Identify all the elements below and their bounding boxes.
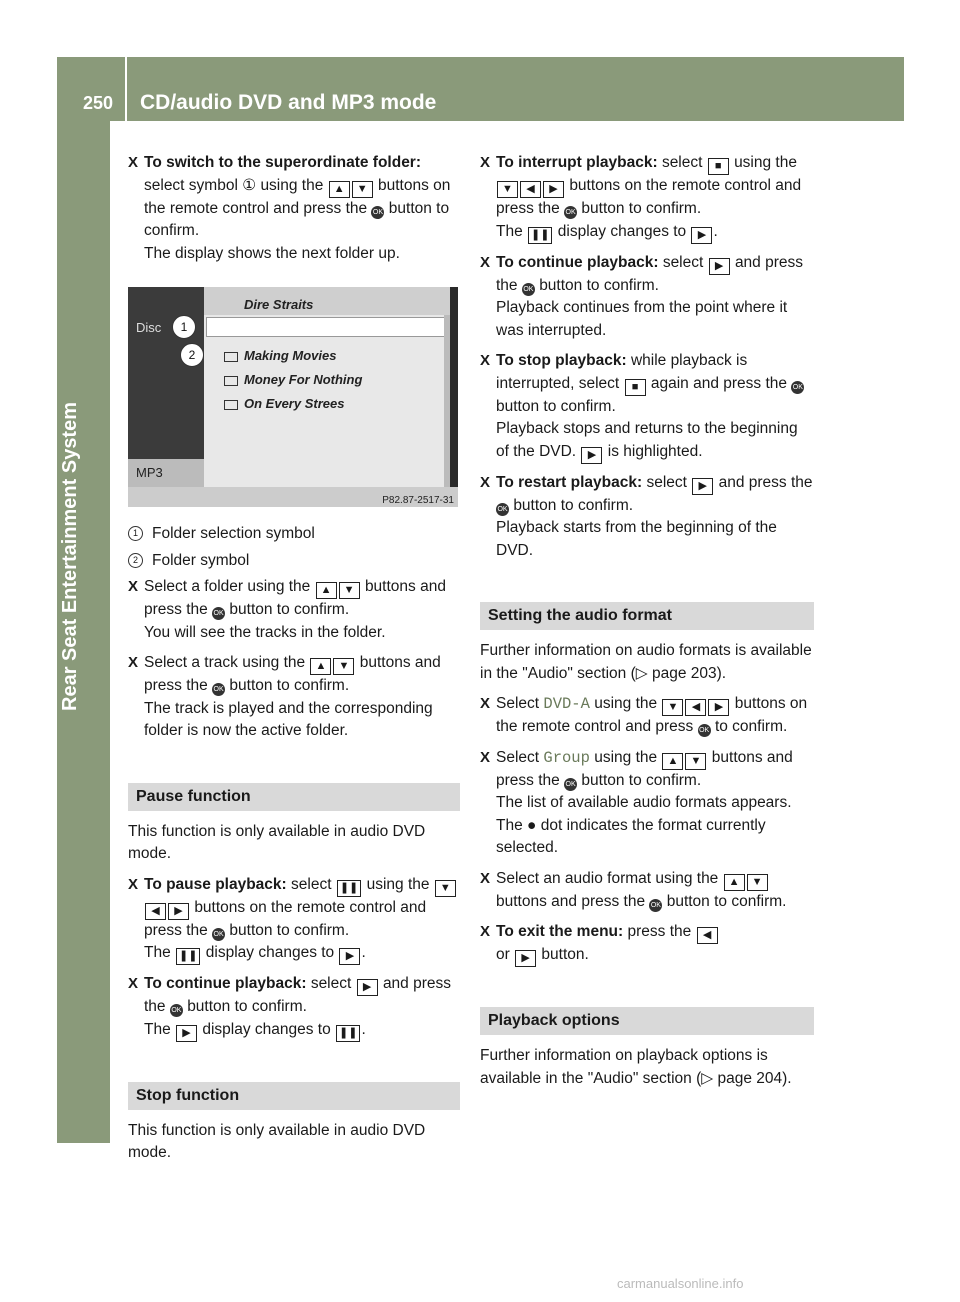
folder-screenshot	[128, 287, 458, 507]
stop-description: This function is only available in audio DVD mode.	[128, 1121, 426, 1161]
mp3-label: MP3	[128, 459, 204, 487]
watermark: carmanualsonline.info	[617, 1276, 744, 1291]
album-title: Dire Straits	[244, 297, 314, 312]
callout-1: 1	[172, 315, 196, 339]
audio-format-description: Further information on audio formats is available in the "Audio" section (▷ page 203).	[480, 642, 812, 682]
callout-1-icon: ①	[242, 176, 257, 194]
ref-arrow-icon: ▷	[635, 664, 648, 682]
step-marker: X	[128, 154, 139, 171]
step-exit-menu: X To exit the menu: press the ◀ or ▶ button.	[480, 921, 814, 967]
folder-item: Money For Nothing	[244, 372, 363, 387]
play-icon: ▶	[339, 948, 360, 965]
section-pause: Pause function	[128, 783, 460, 811]
pause-icon: ❚❚	[337, 880, 361, 897]
chapter-sidebar	[57, 121, 110, 1143]
step-pause: X To pause playback: select ❚❚ using the ▼◀ ▶ buttons on the remote control and press the OK button to confirm. The ❚❚ display changes to ▶ .	[128, 874, 460, 966]
step-restart: X To restart playback: select ▶ and press the OK button to confirm. Playback starts from the beginning of the DVD.	[480, 473, 813, 559]
step-interrupt: X To interrupt playback: select ■ using the ▼ ◀ ▶ buttons on the remote control and press the OK button to confirm. The ❚❚ display changes to ▶ .	[480, 152, 814, 244]
step-switch-folder: X To switch to the superordinate folder: select symbol ① using the ▲ ▼ buttons on the remote control and press the OK button to confirm. The display shows the next folder up.	[128, 154, 451, 262]
legend-item: 1 Folder selection symbol	[128, 523, 460, 546]
section-audio-format: Setting the audio format	[480, 602, 814, 630]
playback-options-description: Further information on playback options is available in the "Audio" section (▷ page 204).	[480, 1047, 792, 1087]
step-continue-2: X To continue playback: select ▶ and press the OK button to confirm. Playback continues from the point where it was interrupted.	[480, 253, 804, 339]
up-arrow-icon: ▲	[329, 181, 350, 198]
step-select-folder: X Select a folder using the ▲ ▼ buttons and press the OK button to confirm. You will see the tracks in the folder.	[128, 578, 446, 641]
section-stop: Stop function	[128, 1082, 460, 1110]
page-number: 250	[83, 93, 114, 113]
header-divider	[125, 57, 127, 121]
folder-item: Making Movies	[244, 348, 337, 363]
section-playback-options: Playback options	[480, 1007, 814, 1035]
disc-label: Disc	[136, 320, 162, 335]
chapter-label: Rear Seat Entertainment System	[59, 401, 81, 711]
pause-description: This function is only available in audio DVD mode.	[128, 822, 426, 862]
folder-item: On Every Strees	[244, 396, 345, 411]
page-title: CD/audio DVD and MP3 mode	[140, 91, 437, 114]
left-column	[128, 152, 460, 1173]
image-code: P82.87-2517-31	[382, 495, 454, 506]
step-select-track: X Select a track using the ▲ ▼ buttons and press the OK button to confirm. The track is played and the corresponding folder is now the active folder.	[128, 654, 441, 739]
step-stop: X To stop playback: while playback is interrupted, select ■ again and press the OK button to confirm. Playback stops and returns to the beginning of the DVD. ▶ is highlighted.	[480, 350, 814, 464]
stop-icon: ■	[708, 158, 729, 175]
callout-2: 2	[180, 343, 204, 367]
legend-item: 2 Folder symbol	[128, 550, 460, 573]
step-select-format: X Select an audio format using the ▲ ▼ buttons and press the OK button to confirm.	[480, 869, 787, 910]
dot-icon: ●	[527, 816, 537, 834]
step-continue: X To continue playback: select ▶ and press the OK button to confirm. The ▶ display changes to ❚❚ .	[128, 973, 460, 1042]
right-column	[480, 152, 814, 1098]
ok-icon: OK	[371, 206, 384, 219]
step-select-dvda: X Select DVD-A using the ▼ ◀ ▶ buttons on the remote control and press OK to confirm.	[480, 695, 808, 735]
step-select-group: X Select Group using the ▲ ▼ buttons and press the OK button to confirm. The list of available audio formats appears. The ● dot indicates the format currently selected.	[480, 748, 793, 856]
page-header	[57, 57, 904, 121]
down-arrow-icon: ▼	[352, 181, 373, 198]
